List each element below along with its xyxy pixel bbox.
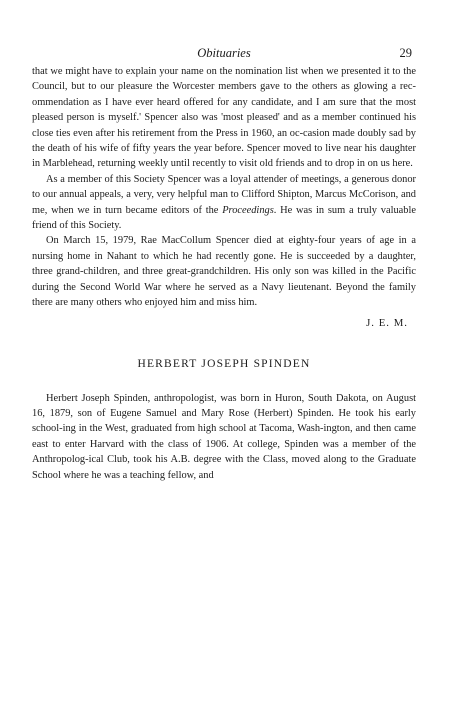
section-heading: HERBERT JOSEPH SPINDEN: [137, 357, 311, 370]
paragraph-2-text: As a member of this Society Spencer was a loyal attender of meetings, a generous donor to our annual appeals, a very, very helpful man to Clifford Shipton, Marcus McCorison, and me, when we in turn became editors of the: [32, 173, 416, 216]
paragraph-2: [32, 172, 416, 234]
section-paragraph: Herbert Joseph Spinden, anthropologist, was born in Huron, South Dakota, on August 16, 1879, son of Eugene Samuel and Mary Rose (Herbert) Spinden. He took his early school-ing in the West, graduated from high school at Tacoma, Wash-ington, and then came east to enter Harvard with the class of 1906. At college, Spinden was a member of the Anthropolog-ical Club, took his A.B. degree with the Class, moved along to the Graduate School where he was a teaching fellow, and: [32, 392, 416, 481]
page-number: 29: [399, 46, 412, 60]
obituary-body: [32, 64, 416, 329]
book-page: [32, 28, 416, 483]
proceedings-title: Proceedings: [222, 204, 274, 216]
paragraph-3: On March 15, 1979, Rae MacCollum Spencer died at eighty-four years of age in a nursing home in Nahant to which he had recently gone. He is succeeded by a daughter, three grand-children, and three great-grandchildren. His only son was killed in the Pacific during the Second World War where he served as a Navy lieutenant. Beyond the family there are many others who enjoyed him and miss him.: [32, 235, 416, 309]
paragraph-2-tail: . He was in sum a truly valuable friend of this Society.: [32, 204, 416, 232]
running-head: [32, 28, 416, 60]
running-title: Obituaries: [197, 46, 251, 60]
author-initials: J. E. M.: [366, 316, 408, 329]
paragraph-1: that we might have to explain your name on the nomination list when we presented it to the Council, but to our pleasure the Worcester members gave to the others as glowing a rec-ommendation as I have ever heard offered for any candidate, and I am sure that the most pleased person is myself.' Spencer also was 'most pleased' and as a member continued his close ties even after his retirement from the Press in 1960, an oc-casion made doubly sad by the death of his wife of fifty years the year before. Spencer moved to live near his daughter in Marblehead, returning weekly until recently to visit old friends and to drop in on us here.: [32, 66, 416, 170]
